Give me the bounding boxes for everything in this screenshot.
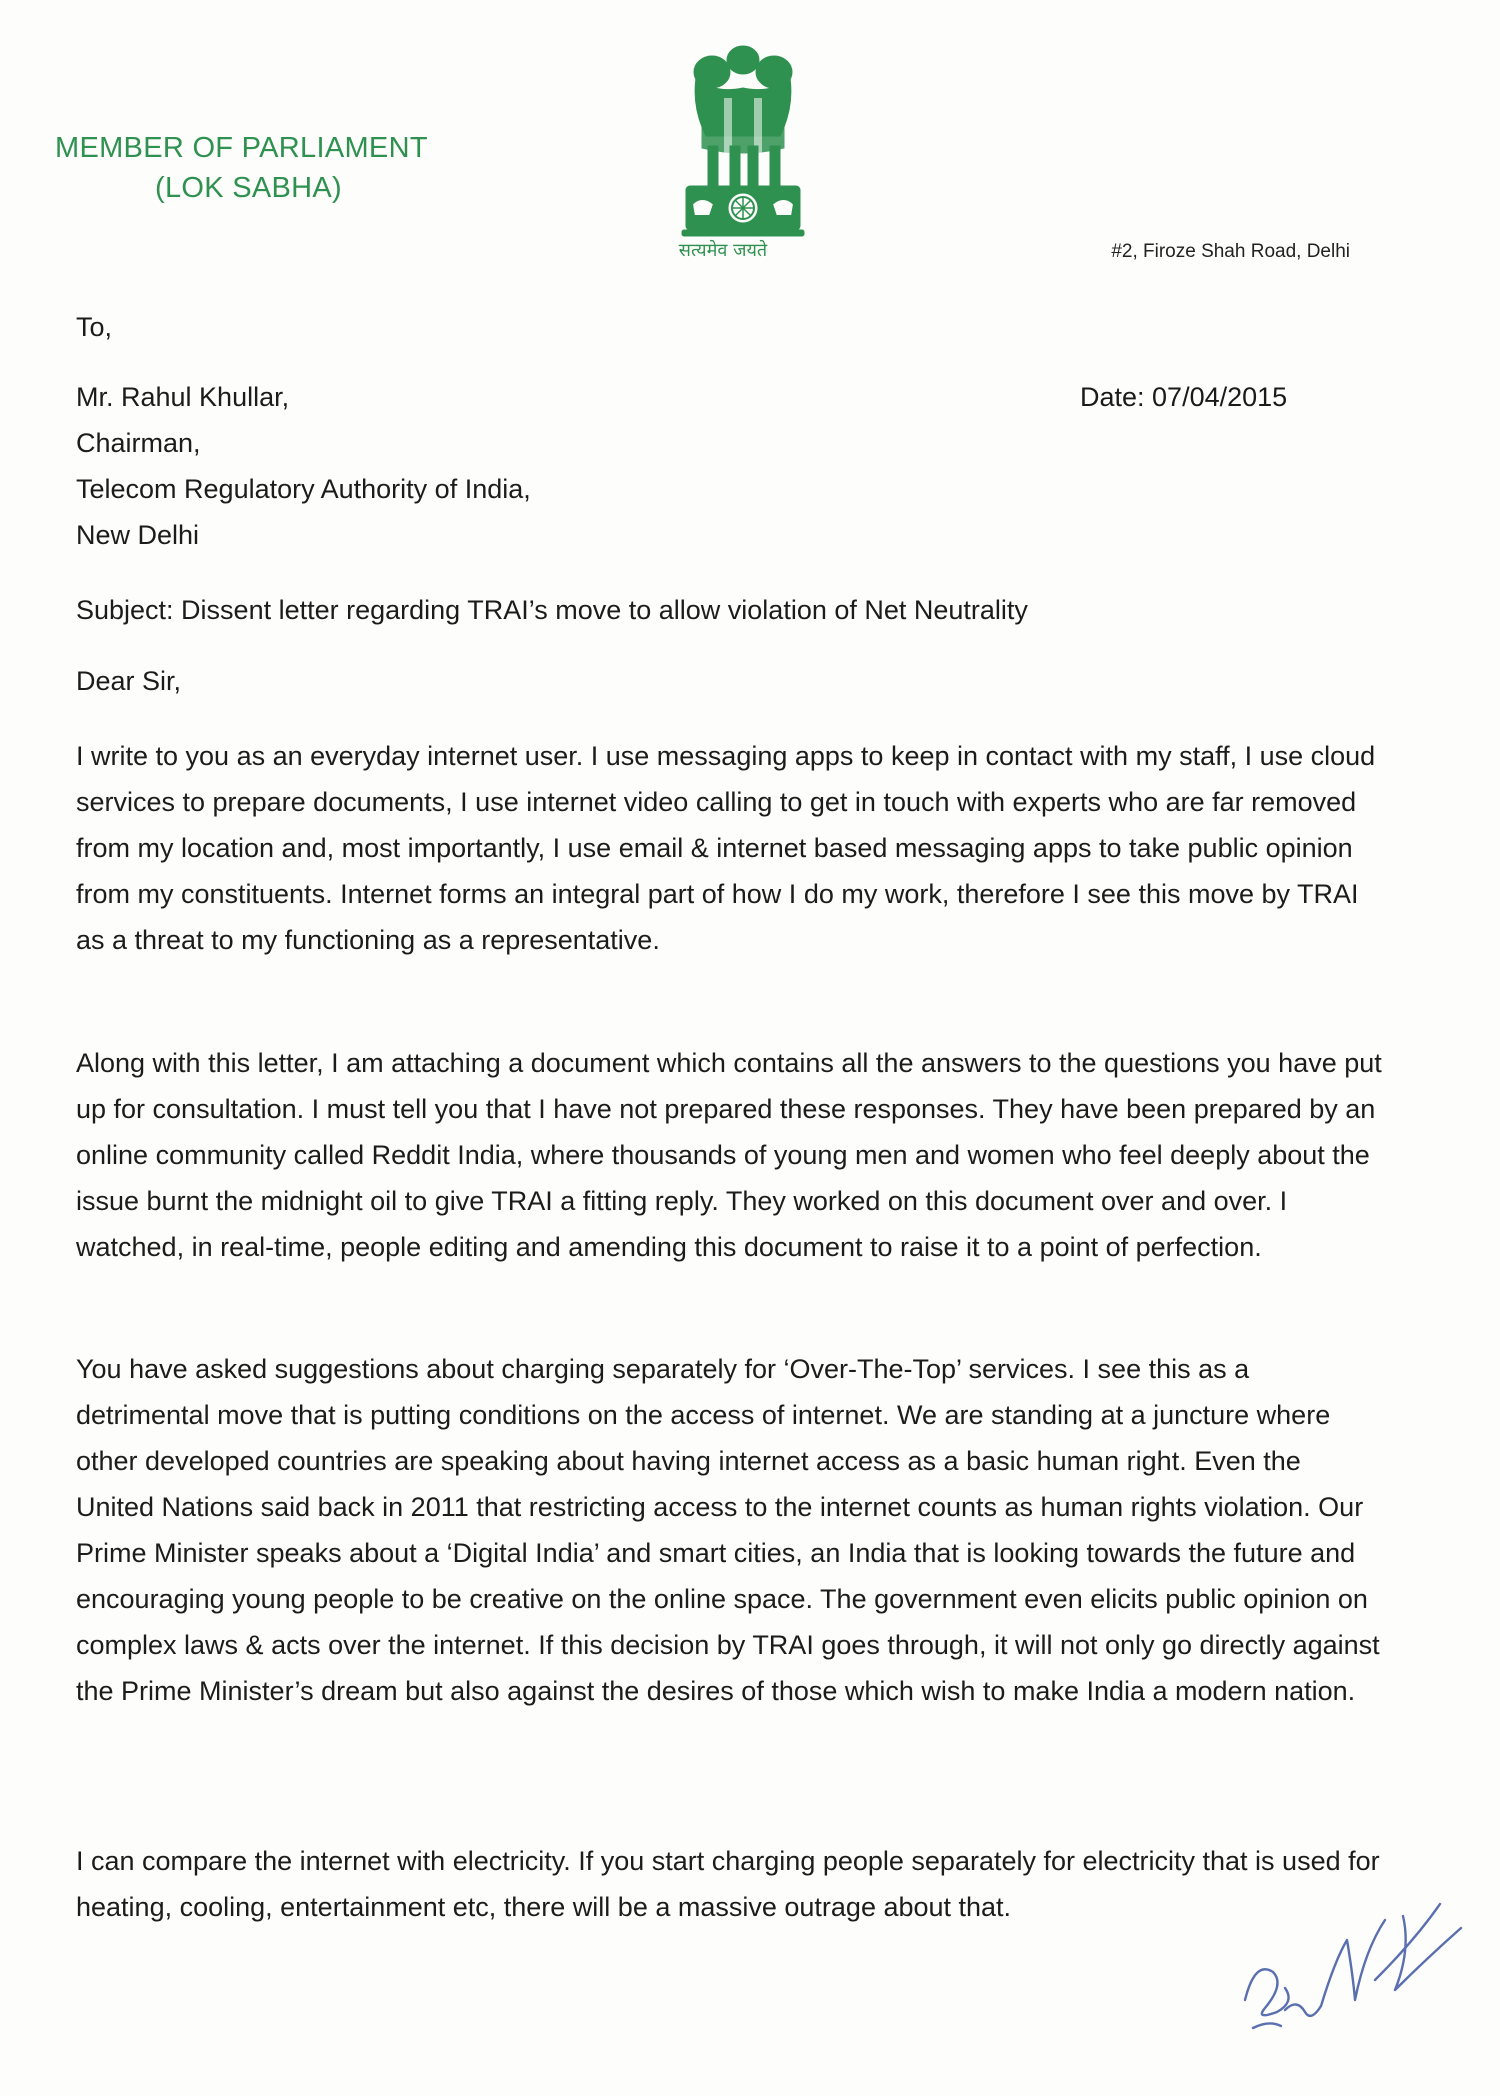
salutation: Dear Sir, bbox=[76, 666, 182, 696]
subject-line: Subject: Dissent letter regarding TRAI’s move to allow violation of Net Neutrality bbox=[76, 595, 1028, 625]
recipient-name: Mr. Rahul Khullar, bbox=[76, 382, 290, 412]
sender-address: #2, Firoze Shah Road, Delhi bbox=[1111, 241, 1350, 262]
recipient-block bbox=[76, 374, 531, 558]
letterhead-title-line1: MEMBER OF PARLIAMENT bbox=[55, 132, 428, 164]
national-emblem-icon bbox=[672, 38, 814, 270]
body-paragraph-4: I can compare the internet with electricity. If you start charging people separately for electricity that is used for heating, cooling, entertainment etc, there will be a massive outrage about that. bbox=[76, 1846, 1380, 1922]
to-line: To, bbox=[76, 312, 113, 342]
recipient-organization: Telecom Regulatory Authority of India, bbox=[76, 474, 531, 504]
emblem-motto: सत्यमेव जयते bbox=[678, 240, 768, 261]
body-paragraph-2: Along with this letter, I am attaching a document which contains all the answers to the questions you have put up for consultation. I must tell you that I have not prepared these responses. They have been prepared by an online community called Reddit India, where thousands of young men and women who feel deeply about the issue burnt the midnight oil to give TRAI a fitting reply. They worked on this document over and over. I watched, in real-time, people editing and amending this document to raise it to a point of perfection. bbox=[76, 1048, 1382, 1262]
letter-date: Date: 07/04/2015 bbox=[1080, 382, 1288, 412]
handwritten-signature bbox=[1225, 1880, 1465, 2050]
body-paragraph-3: You have asked suggestions about charging separately for ‘Over-The-Top’ services. I see this as a detrimental move that is putting conditions on the access of internet. We are standing at a juncture where other developed countries are speaking about having internet access as a basic human right. Even the United Nations said back in 2011 that restricting access to the internet counts as human rights violation. Our Prime Minister speaks about a ‘Digital India’ and smart cities, an India that is looking towards the future and encouraging young people to be creative on the online space. The government even elicits public opinion on complex laws & acts over the internet. If this decision by TRAI goes through, it will not only go directly against the Prime Minister’s dream but also against the desires of those which wish to make India a modern nation. bbox=[76, 1354, 1380, 1706]
body-paragraph-1: I write to you as an everyday internet user. I use messaging apps to keep in contact with my staff, I use cloud services to prepare documents, I use internet video calling to get in touch with experts who are far removed from my location and, most importantly, I use email & internet based messaging apps to take public opinion from my constituents. Internet forms an integral part of how I do my work, therefore I see this move by TRAI as a threat to my functioning as a representative. bbox=[76, 741, 1376, 955]
letterhead-title bbox=[55, 128, 428, 208]
recipient-title: Chairman, bbox=[76, 428, 201, 458]
recipient-city: New Delhi bbox=[76, 520, 200, 550]
letterhead-title-line2: (LOK SABHA) bbox=[155, 172, 343, 204]
